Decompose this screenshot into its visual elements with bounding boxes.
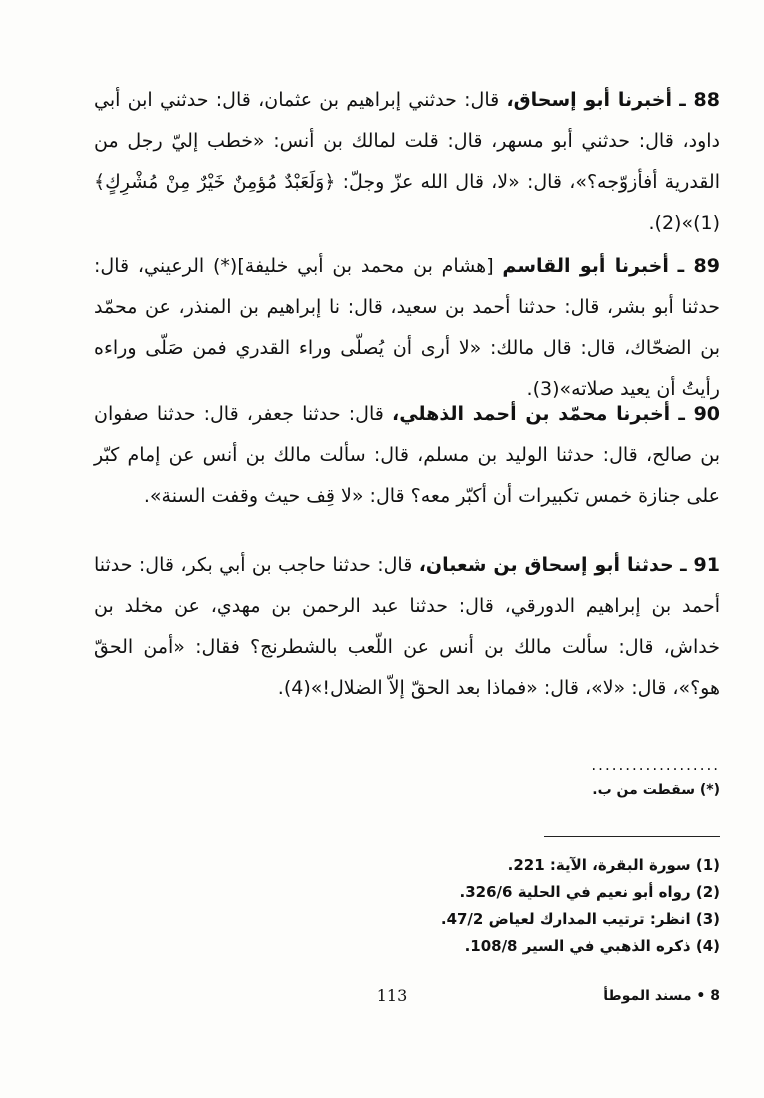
paragraph-88 (94, 80, 720, 244)
footnote-2: (2) رواه أبو نعيم في الحلية 326/6. (459, 883, 720, 901)
paragraph-89 (94, 246, 720, 410)
paragraph-number: 89 ـ (677, 255, 720, 277)
paragraph-number: 90 ـ (678, 403, 721, 425)
paragraph-90 (94, 394, 720, 517)
paragraph-text: قال: حدثنا جعفر، قال: حدثنا صفوان بن صالح، قال: حدثنا الوليد بن مسلم، قال: سألت مالك بن أنس عن إمام كبّر على جنازة خمس تكبيرات أن أكبّر معه؟ قال: «لا قِف حيث وقفت السنة». (94, 403, 720, 507)
paragraph-text: قال: حدثنا حاجب بن أبي بكر، قال: حدثنا أحمد بن إبراهيم الدورقي، قال: حدثنا عبد الرحمن بن مهدي، عن مخلد بن خداش، قال: سألت مالك بن أنس عن اللّعب بالشطرنج؟ فقال: «أمن الحقّ هو؟»، قال: «لا»، قال: «فماذا بعد الحقّ إلاّ الضلال!»(4). (94, 554, 720, 699)
footnote-3: (3) انظر: ترتيب المدارك لعياض 47/2. (440, 910, 720, 928)
footnote-list (320, 852, 720, 960)
paragraph-text: قال: حدثني إبراهيم بن عثمان، قال: حدثني ابن أبي داود، قال: حدثني أبو مسهر، قال: قلت لمالك بن أنس: «خطب إليّ رجل من القدرية أفأزوّجه؟»، قال: «لا، قال الله عزّ وجلّ: ﴿وَلَعَبْدٌ مُؤمِنٌ خَيْرٌ مِنْ مُشْرِكٍ﴾(1)»(2). (94, 89, 720, 234)
paragraph-91 (94, 545, 720, 709)
paragraph-intro: حدثنا أبو إسحاق بن شعبان، (418, 554, 674, 576)
editor-note: (*) سقطت من ب. (592, 782, 720, 798)
footnote-4: (4) ذكره الذهبي في السير 108/8. (464, 937, 720, 955)
paragraph-number: 88 ـ (679, 89, 720, 111)
footnote-1: (1) سورة البقرة، الآية: 221. (507, 856, 720, 874)
signature-mark: 8 • مسند الموطأ (603, 988, 720, 1004)
page-number: 113 (376, 986, 408, 1005)
footnote-divider (544, 836, 720, 837)
paragraph-text: [هشام بن محمد بن أبي خليفة](*) الرعيني، قال: حدثنا أبو بشر، قال: حدثنا أحمد بن سعيد، قال: نا إبراهيم بن المنذر، عن محمّد بن الضحّاك، قال: قال مالك: «لا أرى أن يُصلّى وراء القدري فمن صَلّى وراءه رأيتُ أن يعيد صلاته»(3). (94, 255, 720, 400)
paragraph-intro: أخبرنا أبو القاسم (502, 255, 669, 277)
paragraph-intro: أخبرنا أبو إسحاق، (506, 89, 672, 111)
paragraph-intro: أخبرنا محمّد بن أحمد الذهلي، (391, 403, 671, 425)
paragraph-number: 91 ـ (680, 554, 720, 576)
separator-dots: ................... (591, 756, 720, 774)
